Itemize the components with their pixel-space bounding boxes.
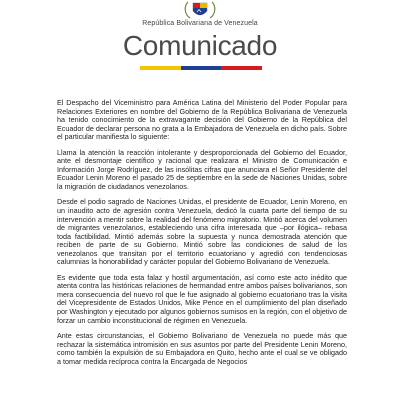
header [0,0,400,80]
band-blue [181,66,222,70]
paragraph: Ante estas circunstancias, el Gobierno Bolivariano de Venezuela no puede más que rechazar la sistemática intromisión en sus asuntos por parte del Presidente Lenin Moreno, como también la expulsión de su Embajadora en Quito, hecho ante el cual se ve obligado a tomar medida recíproca contra la Encargada de Negocios [57,331,347,366]
government-name: República Bolivariana de Venezuela [142,20,258,27]
paragraph: El Despacho del Viceministro para América Latina del Ministerio del Poder Popular para Relaciones Exteriores en nombre del Gobierno de la República Bolivariana de Venezuela ha tenido conocimiento de la extravagante decisión del Gobierno de la República del Ecuador de declarar persona no grata a la Embajadora de Venezuela en dicho país. Sobre el particular manifiesta lo siguiente: [57,98,347,142]
page-title: Comunicado [122,30,278,61]
band-yellow [140,66,181,70]
paragraph: Llama la atención la reacción intolerante y desproporcionada del Gobierno del Ecuador, ante el desmontaje científico y racional que realizara el Ministro de Comunicación e Información Jorge Rodríguez, de las insólitas cifras que anunciara el Señor Presidente del Ecuador Lenin Moreno el pasado 25 de septiembre en la sede de Naciones Unidas, sobre la migración de ciudadanos venezolanos. [57,147,347,191]
paragraph: Es evidente que toda esta falaz y hostil argumentación, así como este acto inédito que atenta contra las históricas relaciones de hermandad entre ambos países bolivarianos, son mera consecuencia del nuevo rol que le fue asignado al gobierno ecuatoriano tras la visita del Vicepresidente de Estados Unidos, Mike Pence en el cumplimiento del plan diseñado por Washington y ejecutado por algunos gobiernos sumisos en la región, con el objetivo de forzar un cambio inconstitucional de régimen en Venezuela. [57,272,347,325]
coat-of-arms-icon [182,0,218,20]
flag-color-band [140,66,262,70]
band-red [221,66,262,70]
paragraph: Desde el podio sagrado de Naciones Unidas, el presidente de Ecuador, Lenin Moreno, en un inaudito acto de agresión contra Venezuela, dedicó la cuarta parte del tiempo de su intervención a mentir sobre la realidad del fenómeno migratorio. Mintió acerca del volumen de migrantes venezolanos, estableciendo una cifra interesada que –por ilógica– rebasa toda factibilidad. Mintió además sobre la supuesta y nunca demostrada atención que reciben de parte de su Gobierno. Mintió sobre las condiciones de salud de los venezolanos que transitan por el territorio ecuatoriano y agredió con tendenciosas calumnias la honorabilidad y carácter popular del Gobierno Bolivariano de Venezuela. [57,197,347,267]
statement-body [57,99,347,373]
